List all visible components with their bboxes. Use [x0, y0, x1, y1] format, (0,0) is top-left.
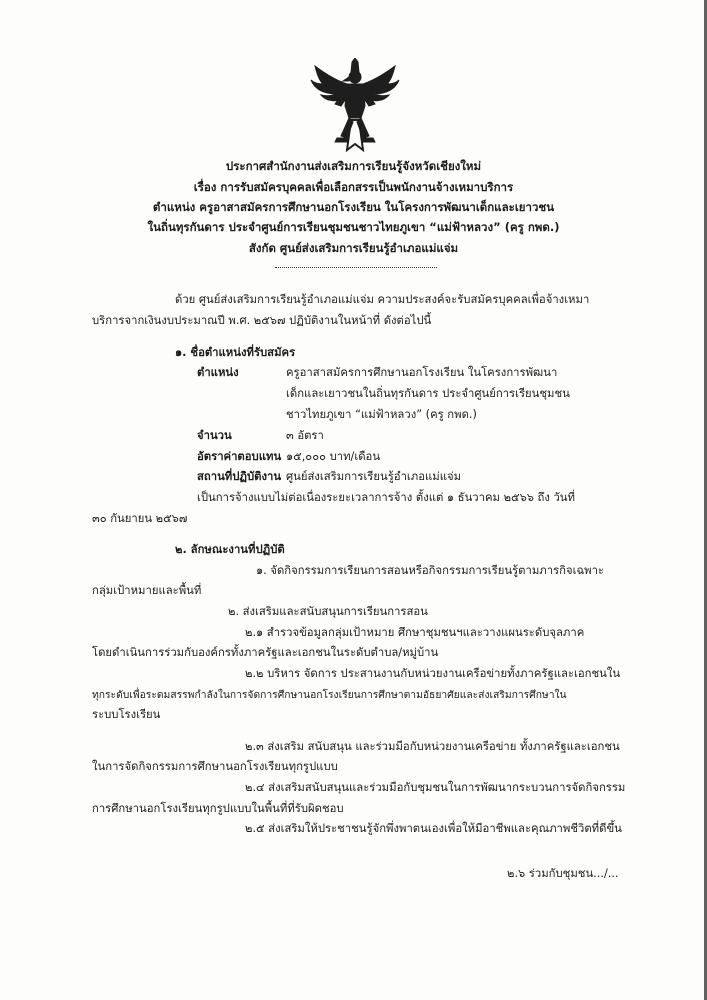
continuation-note: ๒.๖ ร่วมกับชุมชน.../...	[507, 867, 619, 880]
duty-2-5: ๒.๕ ส่งเสริมให้ประชาชนรู้จักพึ่งพาตนเองเพื่อให้มีอาชีพและคุณภาพชีวิตที่ดีขึ้น	[245, 822, 622, 835]
duty-2-2-line-2: ทุกระดับเพื่อระดมสรรพกำลังในการจัดการศึกษานอกโรงเรียนการศึกษาตามอัธยาศัยและส่งเสริมการศึกษาใน	[92, 689, 567, 701]
duty-1-line-2: กลุ่มเป้าหมายและพื้นที่	[92, 584, 202, 597]
header-line-2: เรื่อง การรับสมัครบุคคลเพื่อเลือกสรรเป็นพนักงานจ้างเหมาบริการ	[193, 180, 514, 194]
header-line-5: สังกัด ศูนย์ส่งเสริมการเรียนรู้อำเภอแม่แจ่ม	[248, 241, 459, 255]
position-value-line-2: เด็กและเยาวชนในถิ่นทุรกันดาร ประจำศูนย์การเรียนชุมชน	[286, 387, 570, 400]
duty-2-1-line-1: ๒.๑ สำรวจข้อมูลกลุ่มเป้าหมาย ศึกษาชุมชนฯและวางแผนระดับจุลภาค	[245, 626, 585, 639]
duty-2-4-line-2: การศึกษานอกโรงเรียนทุกรูปแบบในพื้นที่ที่รับผิดชอบ	[92, 802, 344, 815]
intro-line-2: บริการจากเงินงบประมาณปี พ.ศ. ๒๕๖๗ ปฏิบัติงานในหน้าที่ ดังต่อไปนี้	[92, 314, 432, 327]
header-divider	[275, 267, 437, 268]
duty-2-2-line-1: ๒.๒ บริหาร จัดการ ประสานงานกับหน่วยงานเครือข่ายทั้งภาครัฐและเอกชนใน	[245, 667, 621, 680]
intro-line-1: ด้วย ศูนย์ส่งเสริมการเรียนรู้อำเภอแม่แจ่ม ความประสงค์จะรับสมัครบุคคลเพื่อจ้างเหมา	[175, 293, 590, 306]
duty-2-2-line-3: ระบบโรงเรียน	[92, 708, 161, 721]
garuda-emblem-icon	[307, 58, 403, 154]
pay-label: อัตราค่าตอบแทน	[197, 450, 282, 463]
header-line-1: ประกาศสำนักงานส่งเสริมการเรียนรู้จังหวัดเชียงใหม่	[225, 159, 482, 173]
duty-2-3-line-2: ในการจัดกิจกรรมการศึกษานอกโรงเรียนทุกรูปแบบ	[92, 760, 338, 773]
position-value-line-1: ครูอาสาสมัครการศึกษานอกโรงเรียน ในโครงการพัฒนา	[286, 366, 558, 379]
duty-2-3-line-1: ๒.๓ ส่งเสริม สนับสนุน และร่วมมือกับหน่วยงานเครือข่าย ทั้งภาครัฐและเอกชน	[245, 740, 620, 753]
section-2-heading: ๒. ลักษณะงานที่ปฏิบัติ	[175, 543, 285, 556]
count-value: ๓ อัตรา	[286, 429, 324, 442]
section-1-heading: ๑. ชื่อตำแหน่งที่รับสมัคร	[175, 346, 296, 359]
term-line-1: เป็นการจ้างแบบไม่ต่อเนื่องระยะเวลาการจ้าง ตั้งแต่ ๑ ธันวาคม ๒๕๖๖ ถึง วันที่	[197, 491, 575, 504]
term-line-2: ๓๐ กันยายน ๒๕๖๗	[92, 512, 188, 525]
position-value-line-3: ชาวไทยภูเขา “แม่ฟ้าหลวง” (ครู กพด.)	[286, 408, 477, 421]
duty-2-1-line-2: โดยดำเนินการร่วมกับองค์กรทั้งภาครัฐและเอกชนในระดับตำบล/หมู่บ้าน	[92, 646, 439, 659]
duty-2: ๒. ส่งเสริมและสนับสนุนการเรียนการสอน	[228, 605, 428, 618]
header-line-4: ในถิ่นทุรกันดาร ประจำศูนย์การเรียนชุมชนชาวไทยภูเขา “แม่ฟ้าหลวง” (ครู กพด.)	[147, 220, 560, 234]
duty-1-line-1: ๑. จัดกิจกรรมการเรียนการสอนหรือกิจกรรมการเรียนรู้ตามภารกิจเฉพาะ	[256, 564, 604, 577]
position-label: ตำแหน่ง	[197, 366, 239, 379]
count-label: จำนวน	[197, 429, 232, 442]
place-value: ศูนย์ส่งเสริมการเรียนรู้อำเภอแม่แจ่ม	[286, 470, 462, 483]
place-label: สถานที่ปฏิบัติงาน	[197, 470, 282, 483]
pay-value: ๑๕,๐๐๐ บาท/เดือน	[286, 450, 381, 463]
duty-2-4-line-1: ๒.๔ ส่งเสริมสนับสนุนและร่วมมือกับชุมชนในการพัฒนากระบวนการจัดกิจกรรม	[245, 781, 626, 794]
header-line-3: ตำแหน่ง ครูอาสาสมัครการศึกษานอกโรงเรียน ในโครงการพัฒนาเด็กและเยาวชน	[152, 200, 555, 214]
